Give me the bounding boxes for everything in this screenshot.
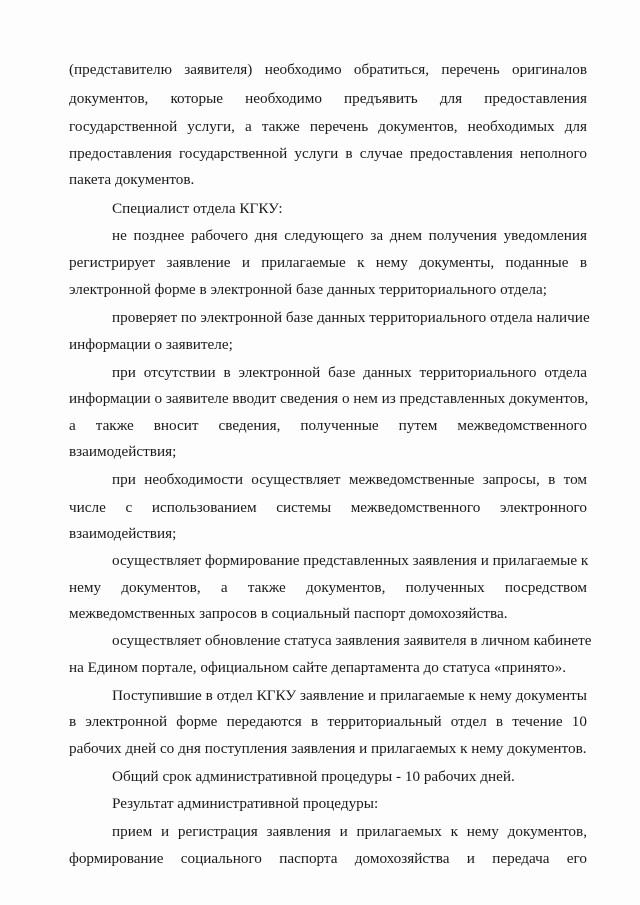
text-line: пакета документов. <box>69 171 195 188</box>
text-line: а также вносит сведения, полученные путем межведомственного <box>69 417 587 434</box>
text-line: взаимодействия; <box>69 525 177 542</box>
text-line: на Едином портале, официальном сайте департамента до статуса «принято». <box>69 659 567 676</box>
text-line: прием и регистрация заявления и прилагаемых к нему документов, <box>112 823 587 840</box>
text-line: государственной услуги, а также перечень документов, необходимых для <box>69 118 587 135</box>
text-line: числе с использованием системы межведомственного электронного <box>69 499 587 516</box>
text-line: информации о заявителе вводит сведения о нем из представленных документов, <box>69 390 589 407</box>
text-line: Поступившие в отдел КГКУ заявление и прилагаемые к нему документы <box>112 687 587 704</box>
text-line: электронной форме в электронной базе данных территориального отдела; <box>69 281 547 298</box>
text-line: при необходимости осуществляет межведомственные запросы, в том <box>112 471 587 488</box>
text-line: в электронной форме передаются в территориальный отдел в течение 10 <box>69 713 587 730</box>
text-line: Результат административной процедуры: <box>112 795 379 812</box>
text-line: Специалист отдела КГКУ: <box>112 200 283 217</box>
text-line: рабочих дней со дня поступления заявления и прилагаемых к нему документов. <box>69 740 587 757</box>
text-line: информации о заявителе; <box>69 336 233 353</box>
text-line: нему документов, а также документов, полученных посредством <box>69 579 587 596</box>
text-line: межведомственных запросов в социальный паспорт домохозяйства. <box>69 605 508 622</box>
text-line: формирование социального паспорта домохозяйства и передача его <box>69 850 587 867</box>
text-line: регистрирует заявление и прилагаемые к нему документы, поданные в <box>69 254 587 271</box>
text-line: Общий срок административной процедуры - 10 рабочих дней. <box>112 768 515 785</box>
text-line: не позднее рабочего дня следующего за днем получения уведомления <box>112 227 587 244</box>
text-line: осуществляет формирование представленных заявления и прилагаемые к <box>112 552 589 569</box>
text-line: осуществляет обновление статуса заявления заявителя в личном кабинете <box>112 632 592 649</box>
text-line: проверяет по электронной базе данных территориального отдела наличие <box>112 309 590 326</box>
text-line: предоставления государственной услуги в случае предоставления неполного <box>69 145 587 162</box>
text-line: документов, которые необходимо предъявить для предоставления <box>69 90 587 107</box>
text-line: (представителю заявителя) необходимо обратиться, перечень оригиналов <box>69 61 587 78</box>
text-line: взаимодействия; <box>69 443 177 460</box>
text-line: при отсутствии в электронной базе данных территориального отдела <box>112 364 587 381</box>
